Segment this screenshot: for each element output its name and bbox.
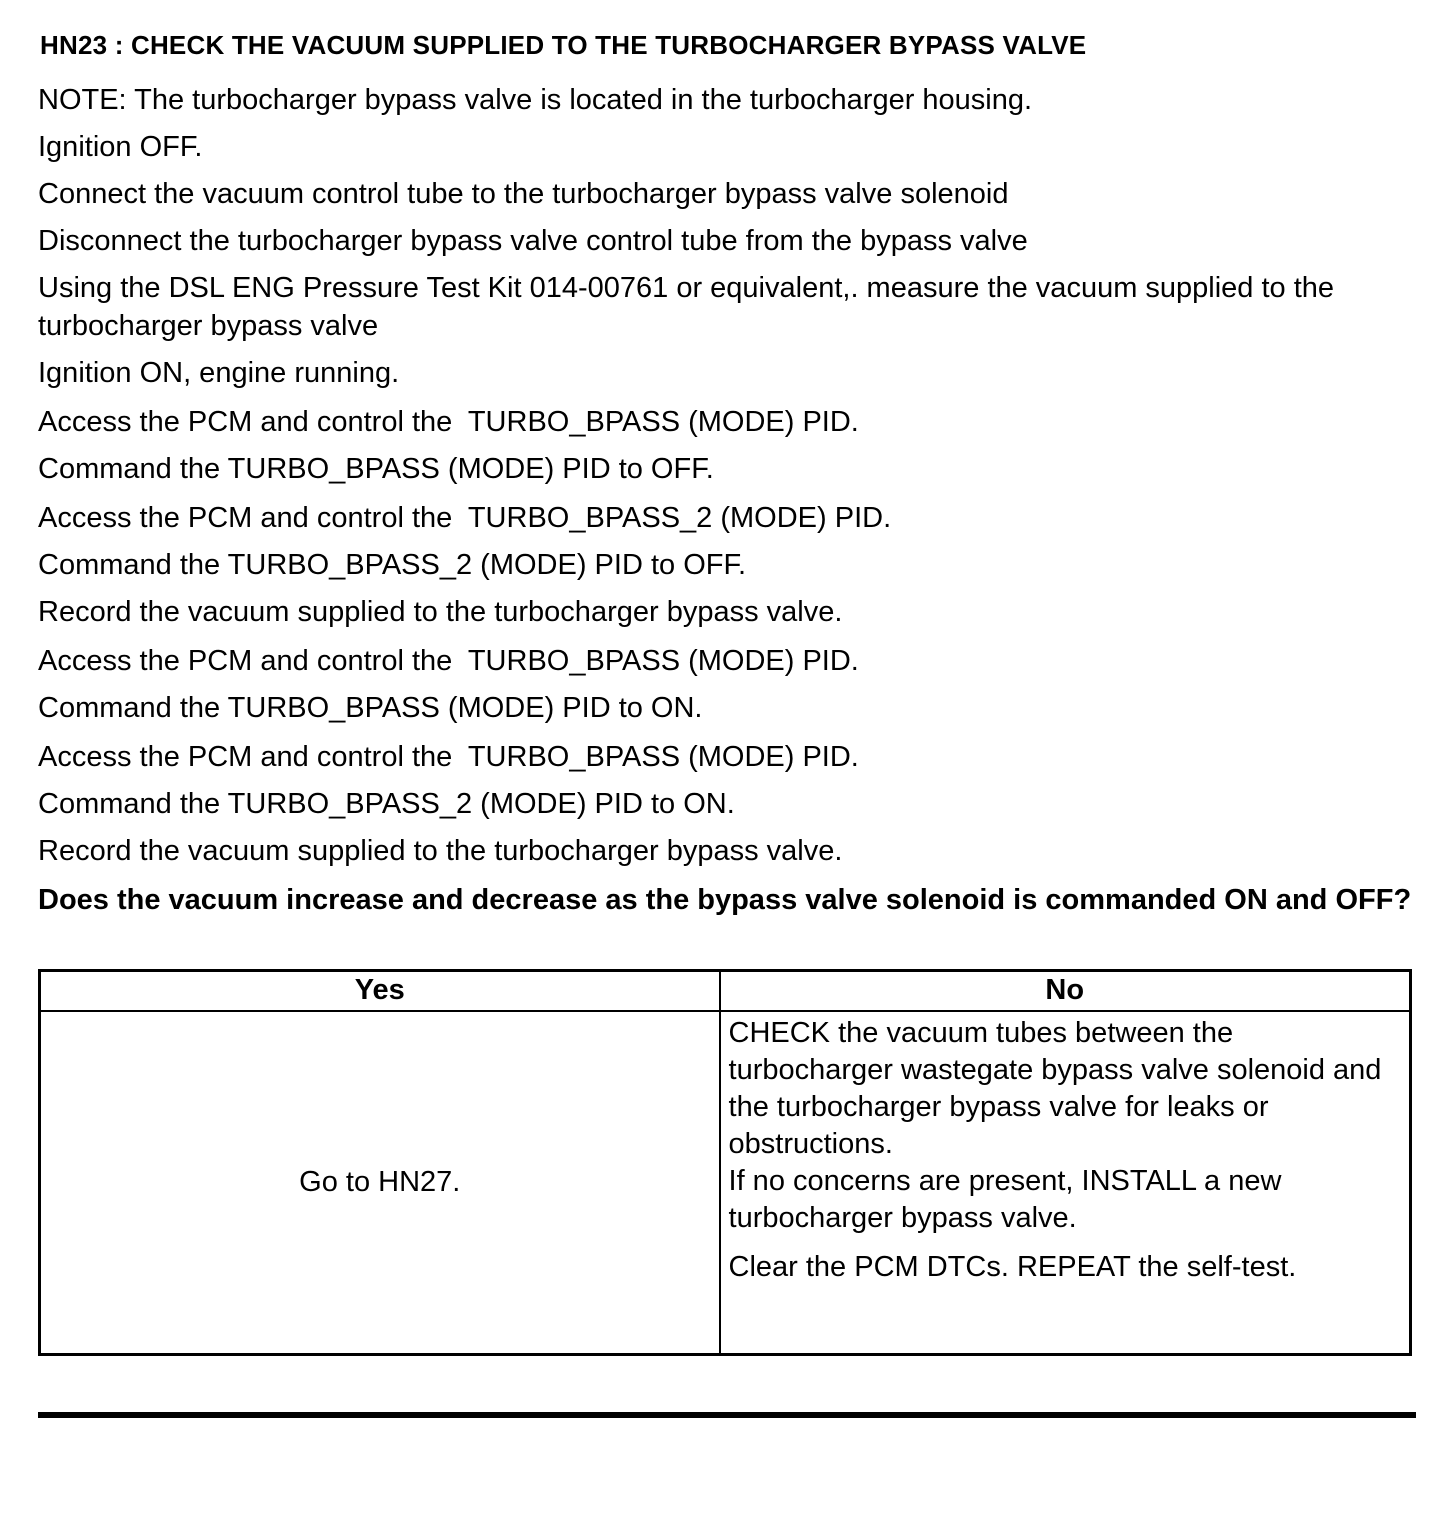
procedure-step: Record the vacuum supplied to the turbocharger bypass valve.	[38, 835, 843, 867]
procedure-step: Ignition ON, engine running.	[38, 357, 400, 389]
table-header-row	[40, 971, 1411, 1011]
procedure-step: Connect the vacuum control tube to the turbocharger bypass valve solenoid	[38, 178, 1009, 210]
procedure-step: Command the TURBO_BPASS (MODE) PID to ON.	[38, 692, 703, 724]
procedure-step: Access the PCM and control the TURBO_BPASS (MODE) PID.	[38, 645, 859, 677]
no-cell-paragraph: CHECK the vacuum tubes between the turbocharger wastegate bypass valve solenoid and the turbocharger bypass valve for leaks or obstructions.	[728, 1016, 1390, 1160]
decision-question: Does the vacuum increase and decrease as the bypass valve solenoid is commanded ON and OFF?	[38, 884, 1412, 916]
table-header-yes: Yes	[40, 971, 720, 1011]
horizontal-rule	[38, 1412, 1416, 1418]
yes-cell: Go to HN27.	[40, 1011, 720, 1355]
procedure-step: Command the TURBO_BPASS_2 (MODE) PID to ON.	[38, 788, 735, 820]
procedure-step: Record the vacuum supplied to the turbocharger bypass valve.	[38, 596, 843, 628]
procedure-step: Command the TURBO_BPASS_2 (MODE) PID to OFF.	[38, 549, 747, 581]
procedure-step: Access the PCM and control the TURBO_BPASS (MODE) PID.	[38, 406, 859, 438]
table-row	[40, 1011, 1411, 1355]
no-cell-paragraph: Clear the PCM DTCs. REPEAT the self-test.	[728, 1250, 1297, 1283]
procedure-step: Ignition OFF.	[38, 131, 203, 163]
table-header-no: No	[720, 971, 1411, 1011]
note-line: NOTE: The turbocharger bypass valve is located in the turbocharger housing.	[38, 84, 1033, 116]
procedure-step: Access the PCM and control the TURBO_BPASS (MODE) PID.	[38, 741, 859, 773]
procedure-step: Access the PCM and control the TURBO_BPASS_2 (MODE) PID.	[38, 502, 892, 534]
procedure-step: Disconnect the turbocharger bypass valve control tube from the bypass valve	[38, 225, 1028, 257]
page-title: HN23 : CHECK THE VACUUM SUPPLIED TO THE TURBOCHARGER BYPASS VALVE	[40, 30, 1087, 60]
decision-table	[38, 969, 1412, 1356]
no-cell	[720, 1011, 1411, 1355]
procedure-step: Command the TURBO_BPASS (MODE) PID to OFF.	[38, 453, 714, 485]
procedure-step: Using the DSL ENG Pressure Test Kit 014-00761 or equivalent,. measure the vacuum supplied to the turbocharger bypass valve	[38, 272, 1343, 342]
no-cell-paragraph: If no concerns are present, INSTALL a new turbocharger bypass valve.	[728, 1164, 1290, 1234]
